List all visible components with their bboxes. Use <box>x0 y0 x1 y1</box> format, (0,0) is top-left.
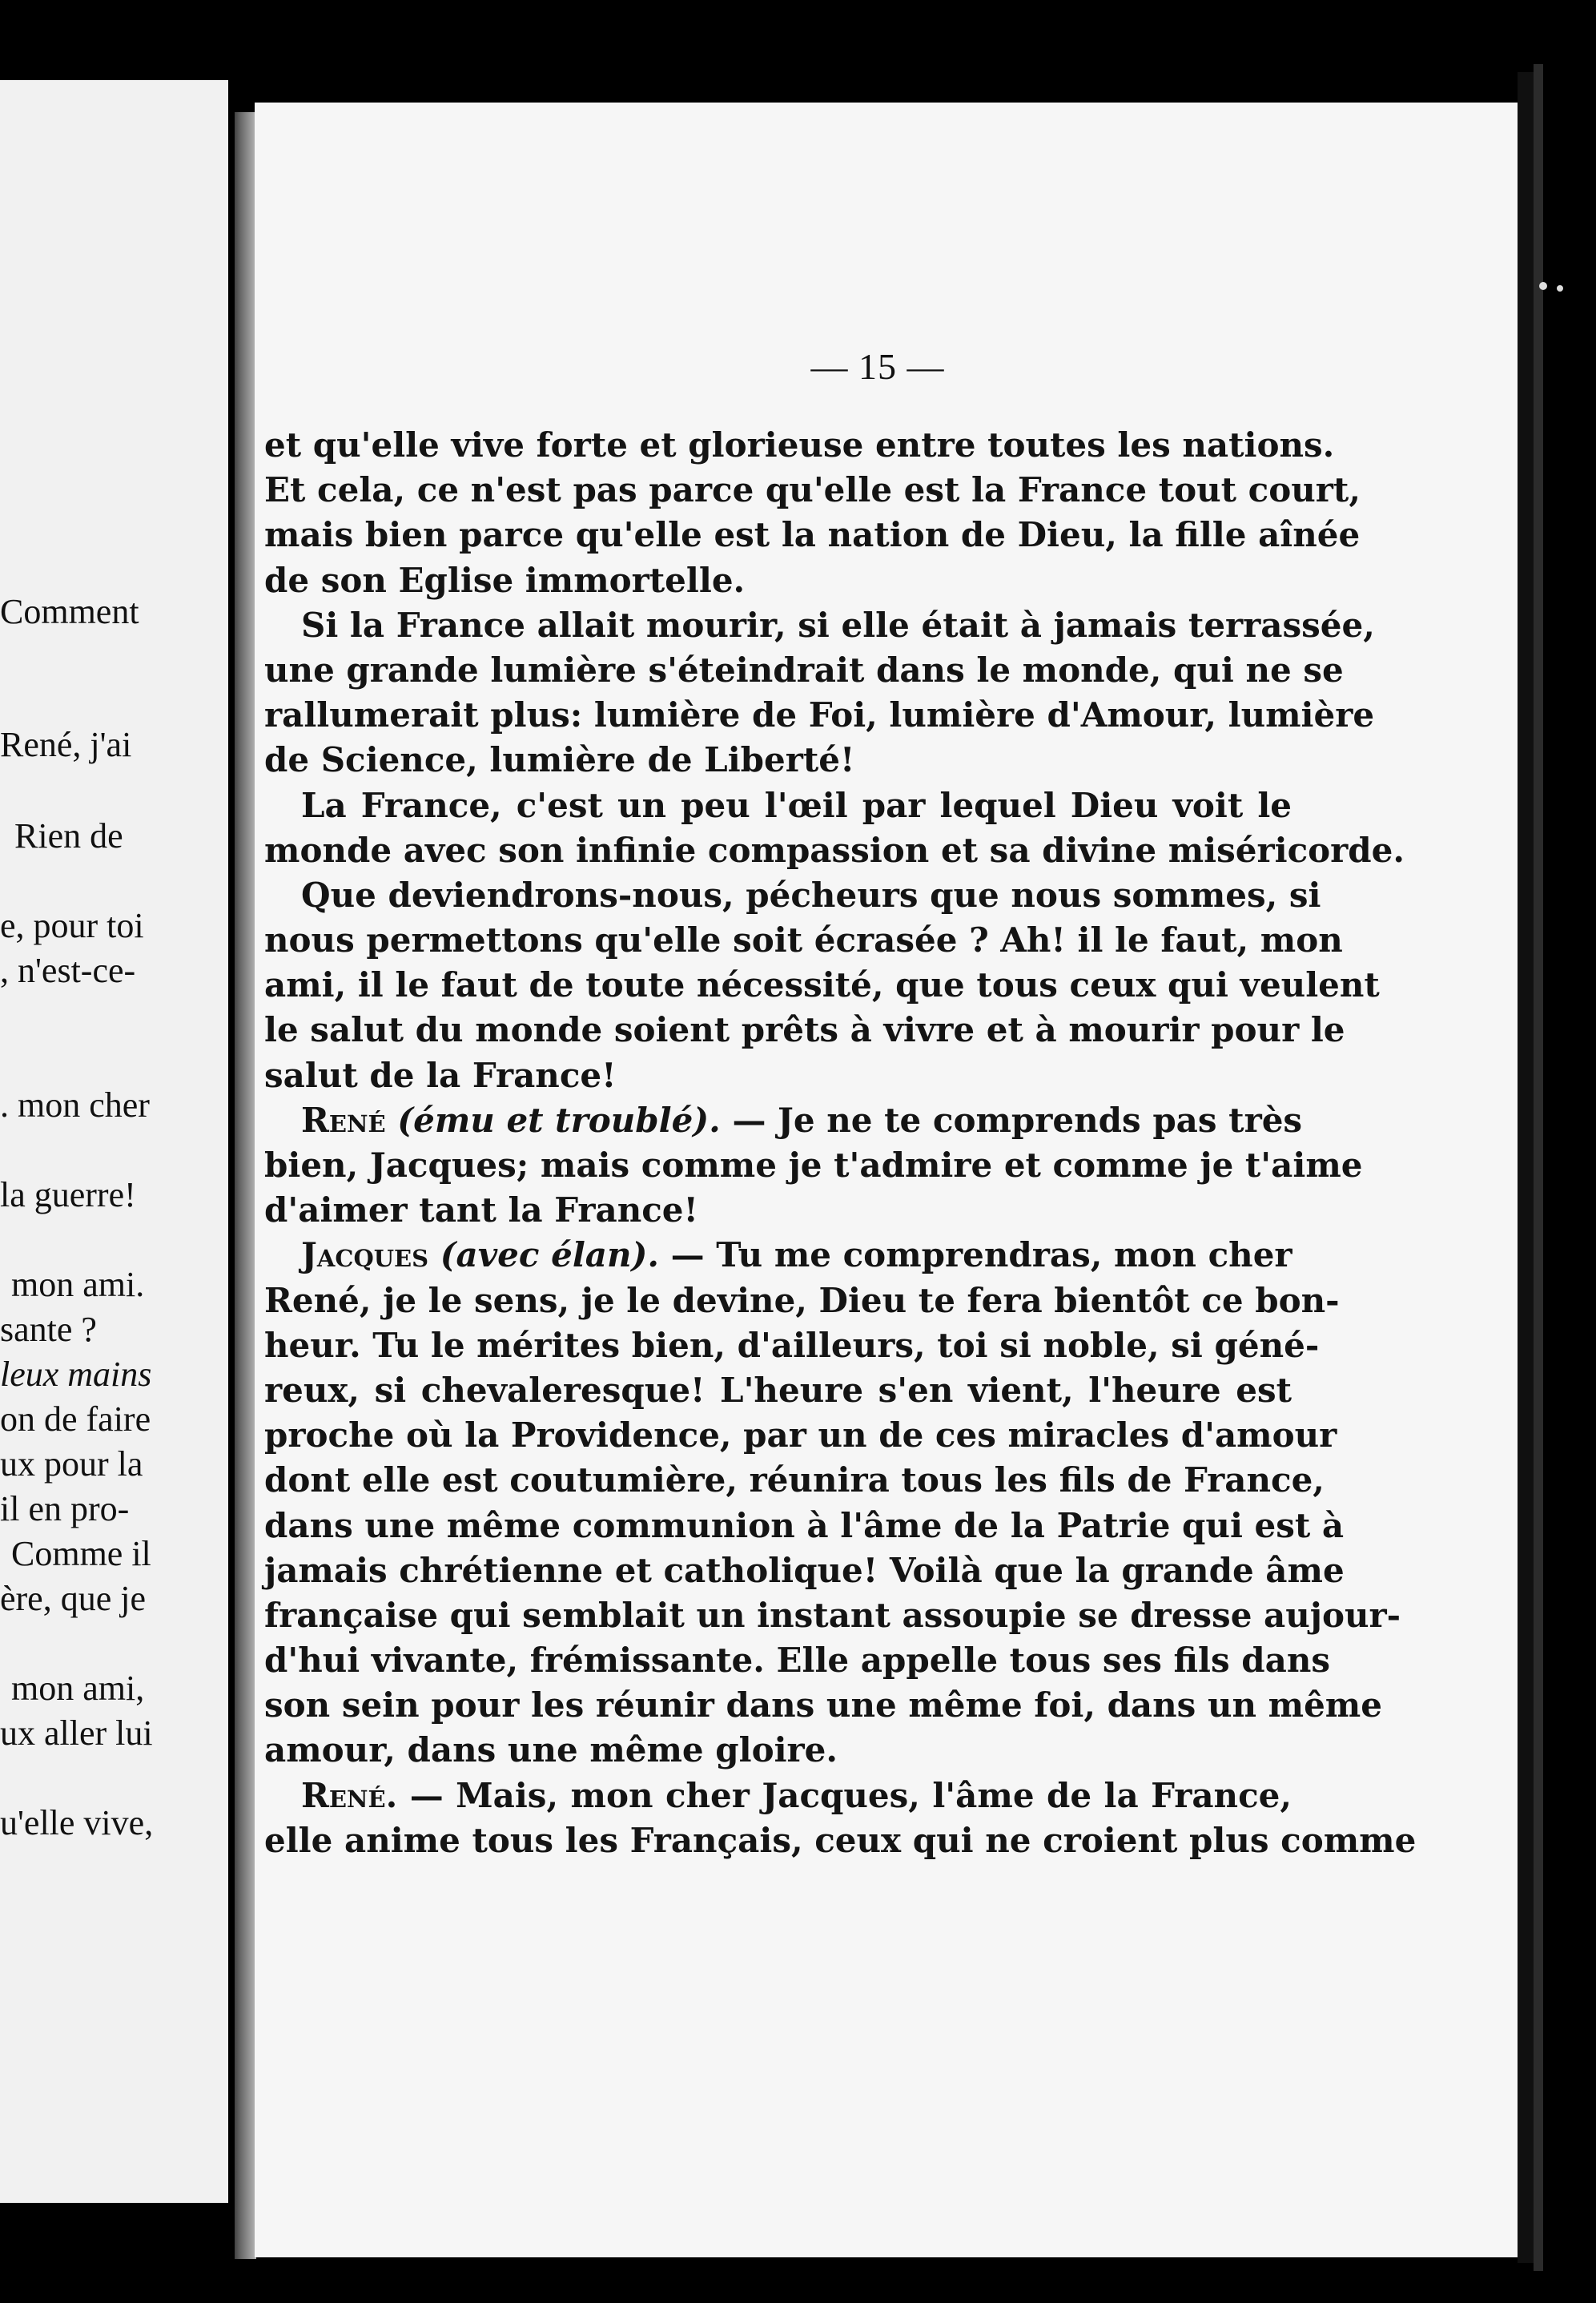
body-text <box>264 423 1417 1863</box>
left-line: u'elle vive, <box>0 1803 154 1842</box>
speech-text: — Tu me comprendras, mon cher <box>670 1235 1292 1275</box>
left-line: mon ami, <box>11 1669 145 1708</box>
text-line: et qu'elle vive forte et glorieuse entre toutes les nations. <box>264 425 1335 465</box>
speech-line-rene-1 <box>264 1098 1303 1143</box>
text-line: rallumerait plus: lumière de Foi, lumière d'Amour, lumière <box>264 695 1375 735</box>
text-line: amour, dans une même gloire. <box>264 1730 838 1770</box>
text-line: une grande lumière s'éteindrait dans le monde, qui ne se <box>264 650 1344 690</box>
left-line: ux pour la <box>0 1444 143 1484</box>
left-line: Rien de <box>14 816 123 856</box>
left-line: ère, que je <box>0 1579 146 1618</box>
text-line: René, je le sens, je le devine, Dieu te fera bientôt ce bon- <box>264 1280 1340 1320</box>
speech-text: — Je ne te comprends pas très <box>732 1100 1303 1140</box>
speech-text: — Mais, mon cher Jacques, l'âme de la France, <box>409 1775 1292 1815</box>
left-line: Comment <box>0 592 139 631</box>
left-line: René, j'ai <box>0 725 132 764</box>
page-edge-border <box>1534 64 1543 2271</box>
text-line: son sein pour les réunir dans une même foi, dans un même <box>264 1685 1382 1725</box>
text-line: dans une même communion à l'âme de la Patrie qui est à <box>264 1505 1345 1545</box>
text-line: monde avec son infinie compassion et sa divine miséricorde. <box>264 830 1405 870</box>
speaker-name: René. <box>301 1775 398 1815</box>
text-line: dont elle est coutumière, réunira tous les fils de France, <box>264 1460 1325 1500</box>
text-line: nous permettons qu'elle soit écrasée ? Ah! il le faut, mon <box>264 920 1343 960</box>
text-line: Si la France allait mourir, si elle était à jamais terrassée, <box>301 605 1375 645</box>
scan-speck <box>1557 285 1563 292</box>
left-line: sante ? <box>0 1310 97 1349</box>
text-line: proche où la Providence, par un de ces miracles d'amour <box>264 1415 1337 1455</box>
right-page <box>255 103 1518 2257</box>
left-page-fragment <box>0 80 228 2203</box>
left-line: . mon cher <box>0 1085 150 1125</box>
left-line: leux mains <box>0 1355 152 1394</box>
text-line: reux, si chevaleresque! L'heure s'en vient, l'heure est <box>264 1370 1292 1410</box>
speaker-name: René <box>301 1100 386 1140</box>
text-line: le salut du monde soient prêts à vivre et à mourir pour le <box>264 1010 1345 1050</box>
page-number: — 15 — <box>810 346 945 387</box>
left-line: on de faire <box>0 1399 151 1439</box>
text-line: de Science, lumière de Liberté! <box>264 740 855 780</box>
text-line: ami, il le faut de toute nécessité, que tous ceux qui veulent <box>264 965 1380 1005</box>
text-line: La France, c'est un peu l'œil par lequel Dieu voit le <box>301 785 1292 825</box>
text-line: heur. Tu le mérites bien, d'ailleurs, toi si noble, si géné- <box>264 1325 1320 1365</box>
text-line: elle anime tous les Français, ceux qui ne croient plus comme <box>264 1820 1417 1860</box>
left-line: e, pour toi <box>0 906 144 945</box>
left-line: mon ami. <box>11 1265 145 1304</box>
speech-line-rene-2 <box>264 1774 1292 1818</box>
left-line: Comme il <box>11 1534 151 1573</box>
gutter-shadow <box>228 112 235 2259</box>
text-line: mais bien parce qu'elle est la nation de Dieu, la fille aînée <box>264 515 1361 555</box>
text-line: Que deviendrons-nous, pécheurs que nous sommes, si <box>301 875 1321 915</box>
text-line: Et cela, ce n'est pas parce qu'elle est la France tout court, <box>264 470 1361 510</box>
left-line: ux aller lui <box>0 1713 153 1753</box>
text-line: de son Eglise immortelle. <box>264 560 746 600</box>
stage-direction: (avec élan). <box>440 1235 660 1275</box>
text-line: d'hui vivante, frémissante. Elle appelle tous ses fils dans <box>264 1641 1331 1681</box>
left-line: , n'est-ce- <box>0 951 136 990</box>
scan-speck <box>1539 282 1547 290</box>
text-line: jamais chrétienne et catholique! Voilà que la grande âme <box>264 1550 1345 1590</box>
speaker-name: Jacques <box>301 1235 429 1275</box>
text-line: bien, Jacques; mais comme je t'admire et comme je t'aime <box>264 1145 1363 1185</box>
text-line: salut de la France! <box>264 1055 617 1095</box>
text-line: d'aimer tant la France! <box>264 1190 698 1230</box>
text-line: française qui semblait un instant assoupie se dresse aujour- <box>264 1595 1401 1635</box>
speech-line-jacques-1 <box>264 1233 1292 1278</box>
stage-direction: (ému et troublé). <box>397 1100 721 1140</box>
left-line: la guerre! <box>0 1175 136 1214</box>
page-edge-shadow <box>1518 72 1534 2263</box>
left-line: il en pro- <box>0 1489 130 1528</box>
